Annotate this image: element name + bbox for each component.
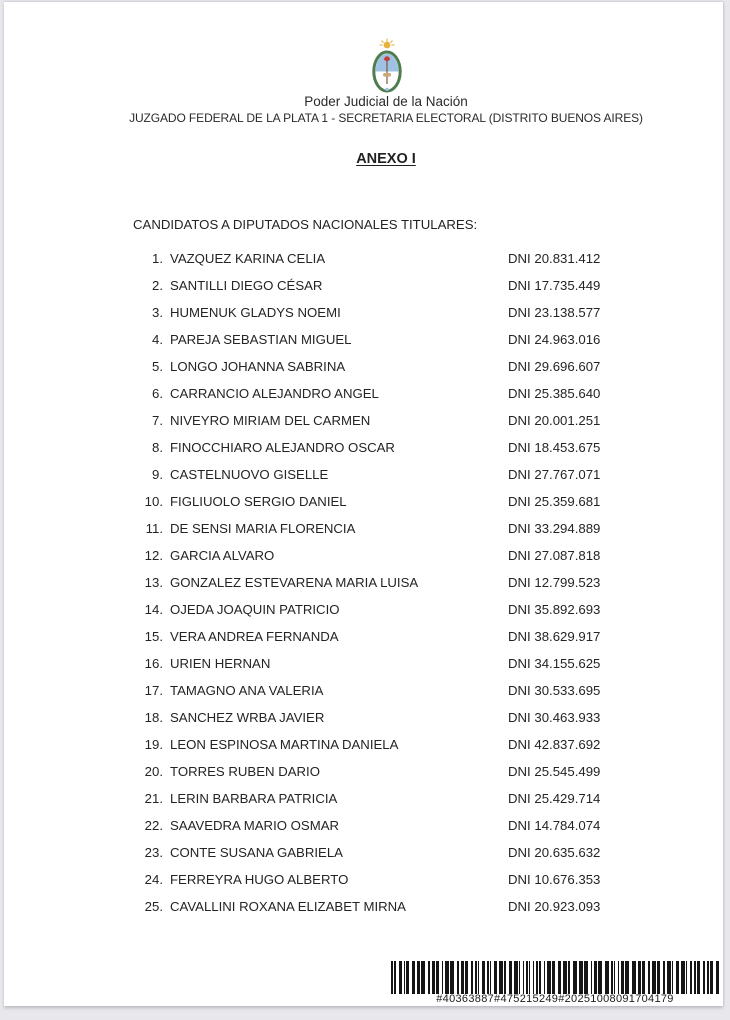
candidate-row bbox=[4, 327, 723, 354]
candidate-name: VERA ANDREA FERNANDA bbox=[170, 629, 339, 644]
candidate-name: TAMAGNO ANA VALERIA bbox=[170, 683, 324, 698]
candidate-number: 2. bbox=[152, 278, 163, 293]
candidates-list bbox=[4, 246, 723, 921]
candidate-row bbox=[4, 381, 723, 408]
candidate-number: 1. bbox=[152, 251, 163, 266]
candidate-number: 19. bbox=[144, 737, 163, 752]
candidate-row bbox=[4, 570, 723, 597]
candidate-name: PAREJA SEBASTIAN MIGUEL bbox=[170, 332, 352, 347]
candidate-row bbox=[4, 273, 723, 300]
page-edge bbox=[4, 1, 723, 2]
candidate-name: GARCIA ALVARO bbox=[170, 548, 275, 563]
candidate-dni: DNI 29.696.607 bbox=[508, 359, 601, 374]
candidate-dni: DNI 42.837.692 bbox=[508, 737, 601, 752]
candidate-dni: DNI 17.735.449 bbox=[508, 278, 601, 293]
candidate-dni: DNI 35.892.693 bbox=[508, 602, 601, 617]
candidate-dni: DNI 20.001.251 bbox=[508, 413, 601, 428]
candidate-number: 23. bbox=[144, 845, 163, 860]
candidate-dni: DNI 20.923.093 bbox=[508, 899, 601, 914]
candidate-dni: DNI 20.635.632 bbox=[508, 845, 601, 860]
candidate-number: 24. bbox=[144, 872, 163, 887]
candidate-number: 21. bbox=[144, 791, 163, 806]
section-title: CANDIDATOS A DIPUTADOS NACIONALES TITULARES: bbox=[133, 217, 478, 232]
candidate-name: TORRES RUBEN DARIO bbox=[170, 764, 320, 779]
candidate-row bbox=[4, 840, 723, 867]
candidate-name: VAZQUEZ KARINA CELIA bbox=[170, 251, 326, 266]
candidate-name: HUMENUK GLADYS NOEMI bbox=[170, 305, 341, 320]
candidate-number: 18. bbox=[144, 710, 163, 725]
candidate-name: FINOCCHIARO ALEJANDRO OSCAR bbox=[170, 440, 395, 455]
candidate-dni: DNI 25.545.499 bbox=[508, 764, 601, 779]
candidate-name: CAVALLINI ROXANA ELIZABET MIRNA bbox=[170, 899, 406, 914]
candidate-dni: DNI 27.087.818 bbox=[508, 548, 601, 563]
candidate-row bbox=[4, 408, 723, 435]
candidate-row bbox=[4, 705, 723, 732]
candidate-number: 10. bbox=[144, 494, 163, 509]
candidate-row bbox=[4, 300, 723, 327]
barcode-block bbox=[390, 961, 720, 1005]
candidate-dni: DNI 23.138.577 bbox=[508, 305, 601, 320]
candidate-number: 3. bbox=[152, 305, 163, 320]
candidate-name: OJEDA JOAQUIN PATRICIO bbox=[170, 602, 340, 617]
candidate-name: SAAVEDRA MARIO OSMAR bbox=[170, 818, 340, 833]
annex-title bbox=[49, 151, 723, 167]
candidate-number: 13. bbox=[144, 575, 163, 590]
candidate-row bbox=[4, 894, 723, 921]
candidate-row bbox=[4, 354, 723, 381]
candidate-row bbox=[4, 597, 723, 624]
candidate-name: GONZALEZ ESTEVARENA MARIA LUISA bbox=[170, 575, 419, 590]
candidate-row bbox=[4, 651, 723, 678]
candidate-dni: DNI 12.799.523 bbox=[508, 575, 601, 590]
barcode-icon bbox=[391, 961, 719, 994]
candidate-row bbox=[4, 759, 723, 786]
candidate-dni: DNI 30.463.933 bbox=[508, 710, 601, 725]
org-name: Poder Judicial de la Nación bbox=[304, 94, 468, 109]
candidate-dni: DNI 27.767.071 bbox=[508, 467, 601, 482]
candidate-row bbox=[4, 678, 723, 705]
candidate-name: SANTILLI DIEGO CÉSAR bbox=[170, 278, 323, 293]
candidate-row bbox=[4, 813, 723, 840]
candidate-row bbox=[4, 516, 723, 543]
candidate-row bbox=[4, 867, 723, 894]
candidate-dni: DNI 30.533.695 bbox=[508, 683, 601, 698]
candidate-name: CARRANCIO ALEJANDRO ANGEL bbox=[170, 386, 379, 401]
candidate-dni: DNI 25.429.714 bbox=[508, 791, 601, 806]
candidate-name: SANCHEZ WRBA JAVIER bbox=[170, 710, 325, 725]
candidate-number: 9. bbox=[152, 467, 163, 482]
candidate-row bbox=[4, 435, 723, 462]
candidate-number: 7. bbox=[152, 413, 163, 428]
court-name: JUZGADO FEDERAL DE LA PLATA 1 - SECRETARIA ELECTORAL (DISTRITO BUENOS AIRES) bbox=[129, 111, 643, 125]
candidate-dni: DNI 25.385.640 bbox=[508, 386, 601, 401]
candidate-number: 17. bbox=[144, 683, 163, 698]
candidate-name: CONTE SUSANA GABRIELA bbox=[170, 845, 343, 860]
candidate-row bbox=[4, 624, 723, 651]
candidate-row bbox=[4, 489, 723, 516]
candidate-number: 8. bbox=[152, 440, 163, 455]
candidate-dni: DNI 38.629.917 bbox=[508, 629, 601, 644]
candidate-name: LONGO JOHANNA SABRINA bbox=[170, 359, 346, 374]
candidate-number: 22. bbox=[144, 818, 163, 833]
candidate-dni: DNI 14.784.074 bbox=[508, 818, 601, 833]
barcode-text: #40363887#475215249#20251008091704179 bbox=[436, 993, 674, 1005]
candidate-name: NIVEYRO MIRIAM DEL CARMEN bbox=[170, 413, 371, 428]
candidate-dni: DNI 24.963.016 bbox=[508, 332, 601, 347]
candidate-name: URIEN HERNAN bbox=[170, 656, 271, 671]
candidate-dni: DNI 34.155.625 bbox=[508, 656, 601, 671]
candidate-dni: DNI 18.453.675 bbox=[508, 440, 601, 455]
candidate-dni: DNI 33.294.889 bbox=[508, 521, 601, 536]
candidate-number: 4. bbox=[152, 332, 163, 347]
candidate-dni: DNI 20.831.412 bbox=[508, 251, 601, 266]
candidate-name: FERREYRA HUGO ALBERTO bbox=[170, 872, 349, 887]
candidate-dni: DNI 10.676.353 bbox=[508, 872, 601, 887]
candidate-row bbox=[4, 543, 723, 570]
candidate-number: 25. bbox=[144, 899, 163, 914]
candidate-name: FIGLIUOLO SERGIO DANIEL bbox=[170, 494, 347, 509]
candidate-row bbox=[4, 462, 723, 489]
argentina-coat-of-arms-icon bbox=[368, 38, 406, 95]
candidate-number: 6. bbox=[152, 386, 163, 401]
document-page bbox=[4, 1, 723, 1006]
candidate-name: LERIN BARBARA PATRICIA bbox=[170, 791, 338, 806]
candidate-name: CASTELNUOVO GISELLE bbox=[170, 467, 329, 482]
candidate-row bbox=[4, 732, 723, 759]
candidate-row bbox=[4, 246, 723, 273]
candidate-name: DE SENSI MARIA FLORENCIA bbox=[170, 521, 356, 536]
candidate-number: 12. bbox=[144, 548, 163, 563]
candidate-number: 15. bbox=[144, 629, 163, 644]
candidate-number: 20. bbox=[144, 764, 163, 779]
candidate-number: 16. bbox=[144, 656, 163, 671]
candidate-number: 11. bbox=[145, 521, 163, 536]
candidate-dni: DNI 25.359.681 bbox=[508, 494, 601, 509]
candidate-row bbox=[4, 786, 723, 813]
candidate-name: LEON ESPINOSA MARTINA DANIELA bbox=[170, 737, 399, 752]
annex-title-text: ANEXO I bbox=[356, 151, 416, 167]
candidate-number: 14. bbox=[144, 602, 163, 617]
candidate-number: 5. bbox=[152, 359, 163, 374]
